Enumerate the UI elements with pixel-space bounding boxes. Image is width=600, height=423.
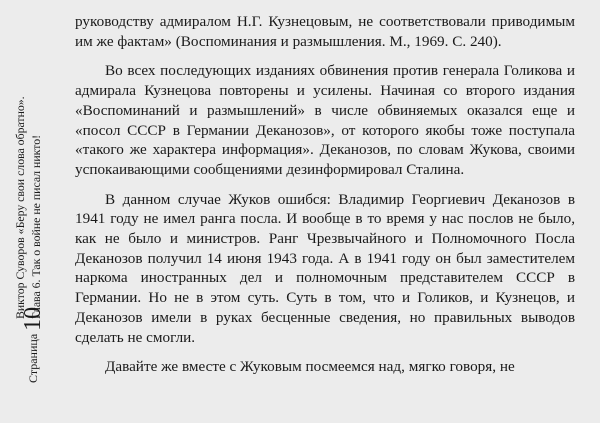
paragraph: В данном случае Жуков ошибся: Владимир Георгиевич Деканозов в 1941 году не имел ранга посла. И вообще в то время у нас послов не было, как не было и министров. Ранг Чрезвычайного и Полномочного Посла Деканозов получил 14 июня 1943 года. А в 1941 году он был заместителем наркома иностранных дел и полномочным представителем СССР в Германии. Но не в этом суть. Суть в том, что и Голиков, и Кузнецов, и Деканозов имели в руках бесценные сведения, но правильных выводов сделать не смогли. [75,190,575,346]
page-sidebar [0,0,62,423]
chapter-title: Глава 6. Так о войне не писал никто! [29,134,43,319]
page-body [75,12,575,377]
sidebar-rotated-text [0,0,62,423]
page-label: Страница [26,333,40,383]
page-number: 10 [20,306,46,331]
paragraph-continued: руководству адмиралом Н.Г. Кузнецовым, не соответствовали приводимым им же фактам» (Воспоминания и размышления. М., 1969. С. 240). [75,13,575,50]
book-title: Виктор Суворов «Беру свои слова обратно». [13,96,27,319]
paragraph: Во всех последующих изданиях обвинения против генерала Голикова и адмирала Кузнецова повторены и усилены. Начиная со второго издания «Воспоминаний и размышлений» в числе обвиняемых оказался еще и «посол СССР в Германии Деканозов», от которого якобы тоже поступала «такого же характера информация». Деканозов, по словам Жукова, своими успокаивающими сообщениями дезинформировал Сталина. [75,62,575,178]
paragraph: Давайте же вместе с Жуковым посмеемся над, мягко говоря, не [105,358,515,376]
